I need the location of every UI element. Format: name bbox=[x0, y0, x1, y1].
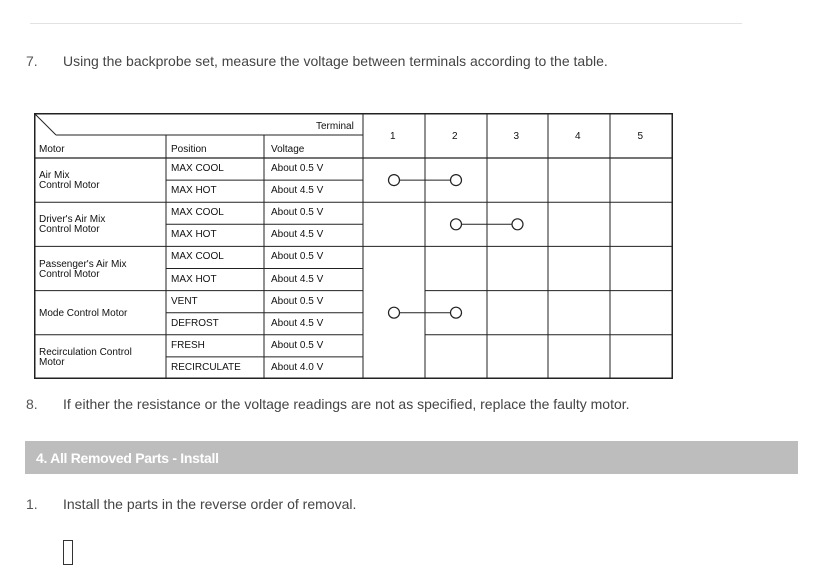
position-cell: MAX COOL bbox=[171, 163, 224, 174]
motor-name-line: Motor bbox=[39, 356, 65, 368]
position-cell: MAX COOL bbox=[171, 251, 224, 263]
top-divider bbox=[30, 23, 742, 24]
voltage-cell: About 0.5 V bbox=[271, 207, 324, 219]
position-cell: DEFROST bbox=[171, 317, 219, 329]
voltage-cell: About 0.5 V bbox=[271, 295, 324, 307]
missing-image-placeholder bbox=[63, 540, 73, 565]
position-header: Position bbox=[171, 144, 207, 155]
position-cell: FRESH bbox=[171, 339, 205, 351]
step-number: 7. bbox=[26, 53, 38, 69]
terminal-connector-node bbox=[451, 175, 462, 186]
terminal-1-header: 1 bbox=[390, 131, 396, 142]
position-cell: MAX HOT bbox=[171, 273, 217, 285]
motor-name-line: Air Mix bbox=[39, 170, 70, 182]
motor-header: Motor bbox=[39, 144, 65, 155]
header-diagonal bbox=[34, 113, 56, 135]
step-text: Install the parts in the reverse order of removal. bbox=[63, 496, 357, 512]
terminal-connector-node bbox=[451, 307, 462, 318]
terminal-3-header: 3 bbox=[513, 131, 520, 142]
voltage-cell: About 4.5 V bbox=[271, 273, 324, 285]
terminal-connector-node bbox=[389, 175, 400, 186]
voltage-cell: About 0.5 V bbox=[271, 339, 324, 351]
position-cell: VENT bbox=[171, 295, 198, 307]
motor-name-line: Control Motor bbox=[39, 224, 100, 236]
terminal-4-header: 4 bbox=[575, 131, 581, 142]
voltage-header: Voltage bbox=[271, 144, 305, 155]
terminal-connector-node bbox=[451, 219, 462, 230]
motor-name-line: Mode Control Motor bbox=[39, 307, 128, 319]
motor-name-line: Control Motor bbox=[39, 268, 100, 280]
voltage-cell: About 0.5 V bbox=[271, 251, 324, 263]
terminal-2-header: 2 bbox=[452, 131, 458, 142]
terminal-header: Terminal bbox=[316, 121, 354, 132]
motor-name-line: Passenger's Air Mix bbox=[39, 258, 127, 270]
terminal-5-header: 5 bbox=[637, 131, 644, 142]
voltage-cell: About 4.5 V bbox=[271, 229, 324, 241]
position-cell: MAX HOT bbox=[171, 185, 217, 197]
motor-name bbox=[39, 215, 105, 235]
step-number: 8. bbox=[26, 396, 38, 412]
voltage-cell: About 4.5 V bbox=[271, 317, 324, 329]
terminal-connector-node bbox=[389, 307, 400, 318]
section-header-bar bbox=[25, 441, 798, 474]
motor-name bbox=[39, 348, 132, 368]
position-cell: RECIRCULATE bbox=[171, 361, 241, 373]
voltage-spec-table bbox=[34, 113, 673, 379]
terminal-connector-node bbox=[512, 219, 523, 230]
section-title: 4. All Removed Parts - Install bbox=[36, 450, 219, 466]
motor-name bbox=[39, 171, 100, 191]
motor-name bbox=[39, 260, 127, 280]
voltage-cell: About 4.5 V bbox=[271, 185, 324, 197]
motor-name-line: Control Motor bbox=[39, 180, 100, 192]
motor-name-line: Driver's Air Mix bbox=[39, 214, 106, 226]
step-text: Using the backprobe set, measure the voltage between terminals according to the table. bbox=[63, 53, 608, 69]
step-text: If either the resistance or the voltage readings are not as specified, replace the faulty motor. bbox=[63, 396, 630, 412]
motor-name-line: Recirculation Control bbox=[39, 346, 132, 358]
table-grid bbox=[34, 113, 673, 379]
voltage-cell: About 0.5 V bbox=[271, 163, 324, 174]
position-cell: MAX HOT bbox=[171, 229, 217, 241]
position-cell: MAX COOL bbox=[171, 207, 224, 219]
voltage-cell: About 4.0 V bbox=[271, 361, 324, 373]
step-number: 1. bbox=[26, 496, 38, 512]
motor-name bbox=[39, 309, 127, 319]
